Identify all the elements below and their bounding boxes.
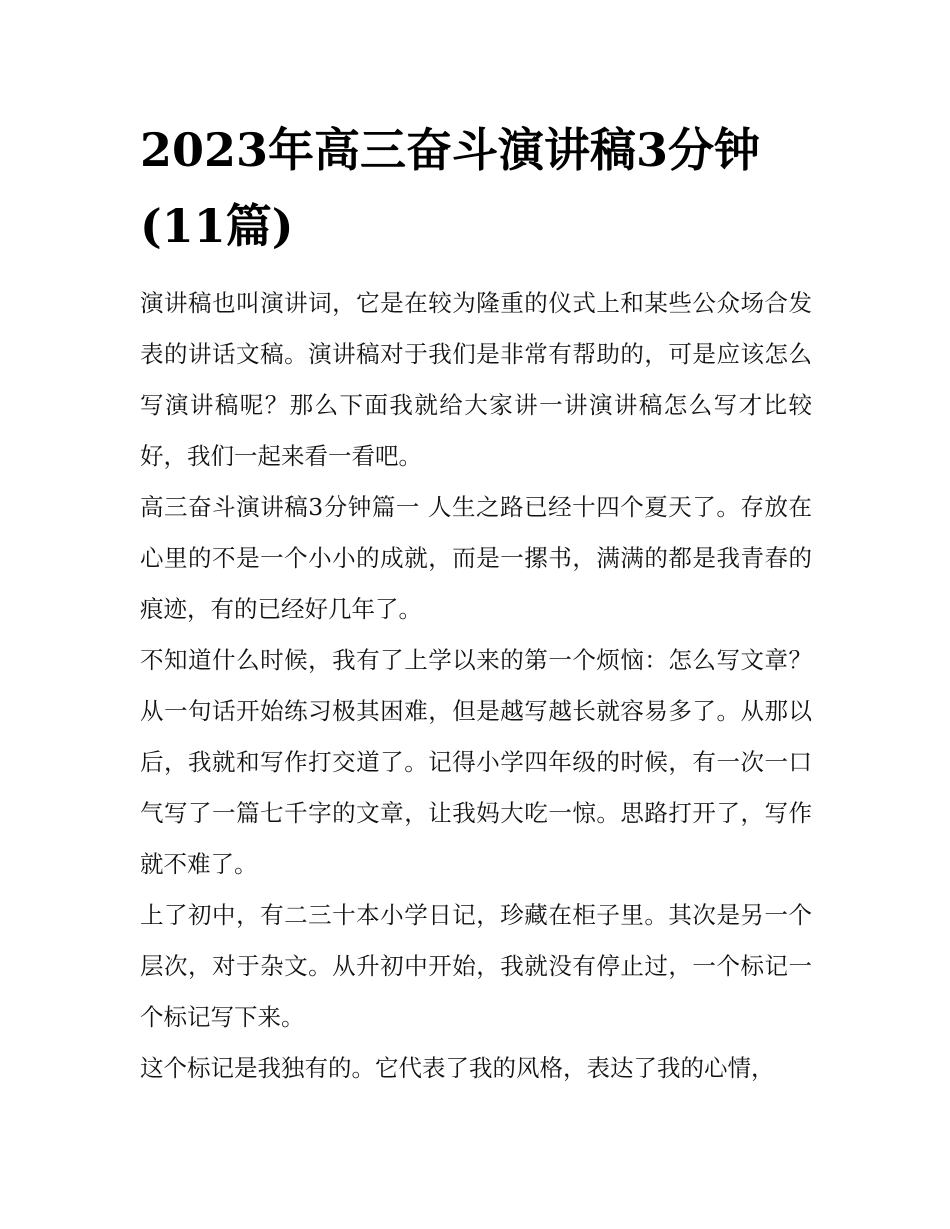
paragraph-part-one: 高三奋斗演讲稿3分钟篇一 人生之路已经十四个夏天了。存放在心里的不是一个小小的成就，而是一摞书，满满的都是我青春的痕迹，有的已经好几年了。 bbox=[140, 493, 812, 623]
paragraph-middle-school: 上了初中，有二三十本小学日记，珍藏在柜子里。其次是另一个层次，对于杂文。从升初中开始，我就没有停止过，一个标记一个标记写下来。 bbox=[140, 901, 812, 1031]
document-title: 2023年高三奋斗演讲稿3分钟(11篇) bbox=[140, 123, 761, 253]
document-body bbox=[140, 278, 812, 1094]
paragraph-writing-worry: 不知道什么时候，我有了上学以来的第一个烦恼：怎么写文章？从一句话开始练习极其困难，但是越写越长就容易多了。从那以后，我就和写作打交道了。记得小学四年级的时候，有一次一口气写了一篇七千字的文章，让我妈大吃一惊。思路打开了，写作就不难了。 bbox=[140, 646, 812, 878]
paragraph-intro: 演讲稿也叫演讲词，它是在较为隆重的仪式上和某些公众场合发表的讲话文稿。演讲稿对于我们是非常有帮助的，可是应该怎么写演讲稿呢？那么下面我就给大家讲一讲演讲稿怎么写才比较好，我们一起来看一看吧。 bbox=[140, 289, 812, 470]
paragraph-unique-mark: 这个标记是我独有的。它代表了我的风格，表达了我的心情， bbox=[140, 1054, 775, 1082]
